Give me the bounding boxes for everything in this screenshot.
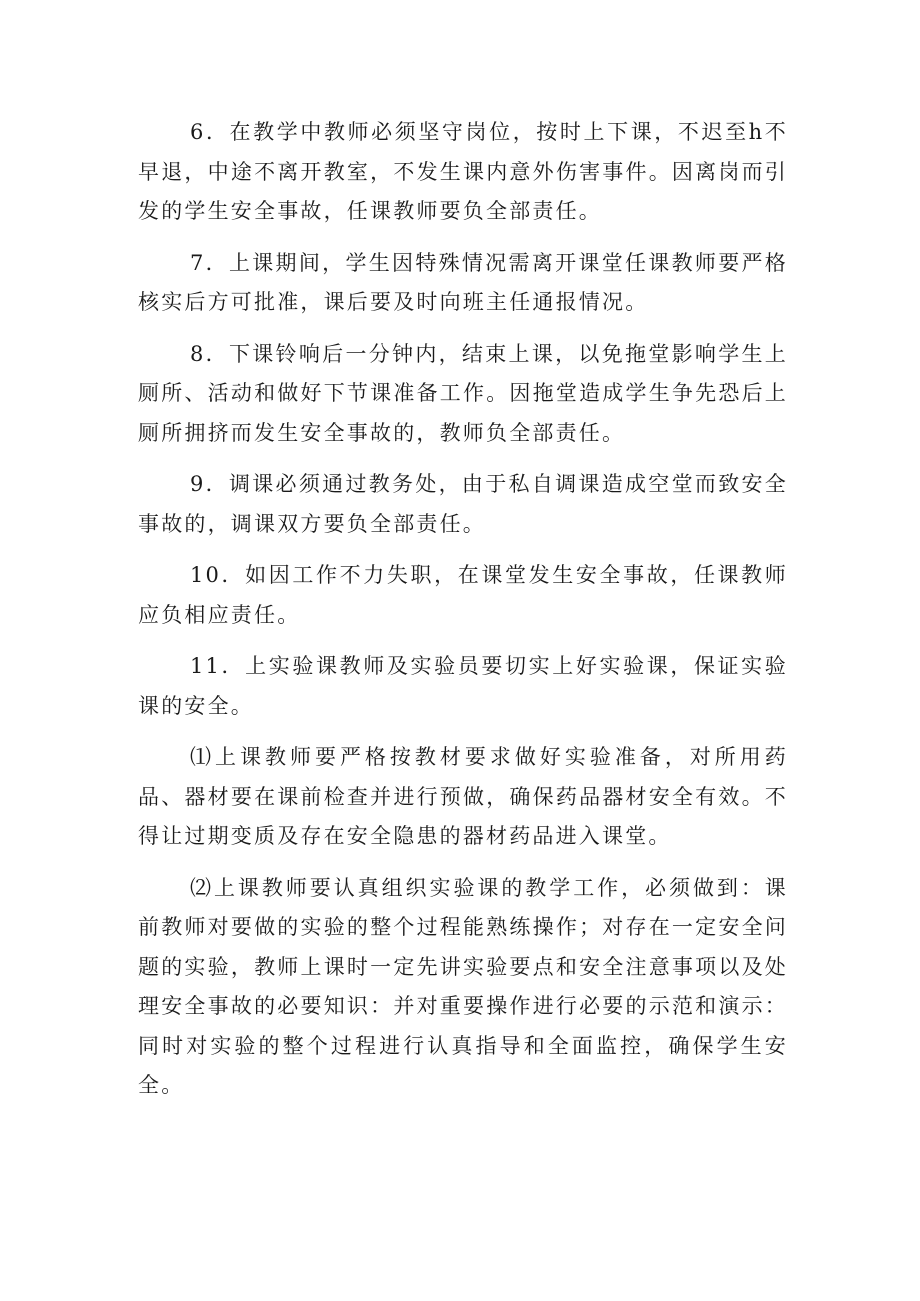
paragraph-item-6: 6．在教学中教师必须坚守岗位，按时上下课，不迟至h不早退，中途不离开教室，不发生课内意外伤害事件。因离岗而引发的学生安全事故，任课教师要负全部责任。 [138, 120, 788, 223]
paragraph-item-9: 9．调课必须通过教务处，由于私自调课造成空堂而致安全事故的，调课双方要负全部责任。 [138, 472, 788, 536]
paragraph-item-8: 8．下课铃响后一分钟内，结束上课，以免拖堂影响学生上厕所、活动和做好下节课准备工作。因拖堂造成学生争先恐后上厕所拥挤而发生安全事故的，教师负全部责任。 [138, 341, 788, 445]
document-body [138, 113, 788, 1118]
paragraph-item-11: 11．上实验课教师及实验员要切实上好实验课，保证实验课的安全。 [138, 654, 788, 718]
paragraph-item-10: 10．如因工作不力失职，在课堂发生安全事故，任课教师应负相应责任。 [138, 563, 788, 627]
paragraph-subitem-1: ⑴上课教师要严格按教材要求做好实验准备，对所用药品、器材要在课前检查并进行预做，确保药品器材安全有效。不得让过期变质及存在安全隐患的器材药品进入课堂。 [138, 745, 788, 848]
paragraph-item-7: 7．上课期间，学生因特殊情况需离开课堂任课教师要严格核实后方可批准，课后要及时向班主任通报情况。 [138, 250, 788, 314]
paragraph-subitem-2: ⑵上课教师要认真组织实验课的教学工作，必须做到：课前教师对要做的实验的整个过程能熟练操作；对存在一定安全问题的实验，教师上课时一定先讲实验要点和安全注意事项以及处理安全事故的必要知识：并对重要操作进行必要的示范和演示：同时对实验的整个过程进行认真指导和全面监控，确保学生安全。 [138, 875, 788, 1097]
